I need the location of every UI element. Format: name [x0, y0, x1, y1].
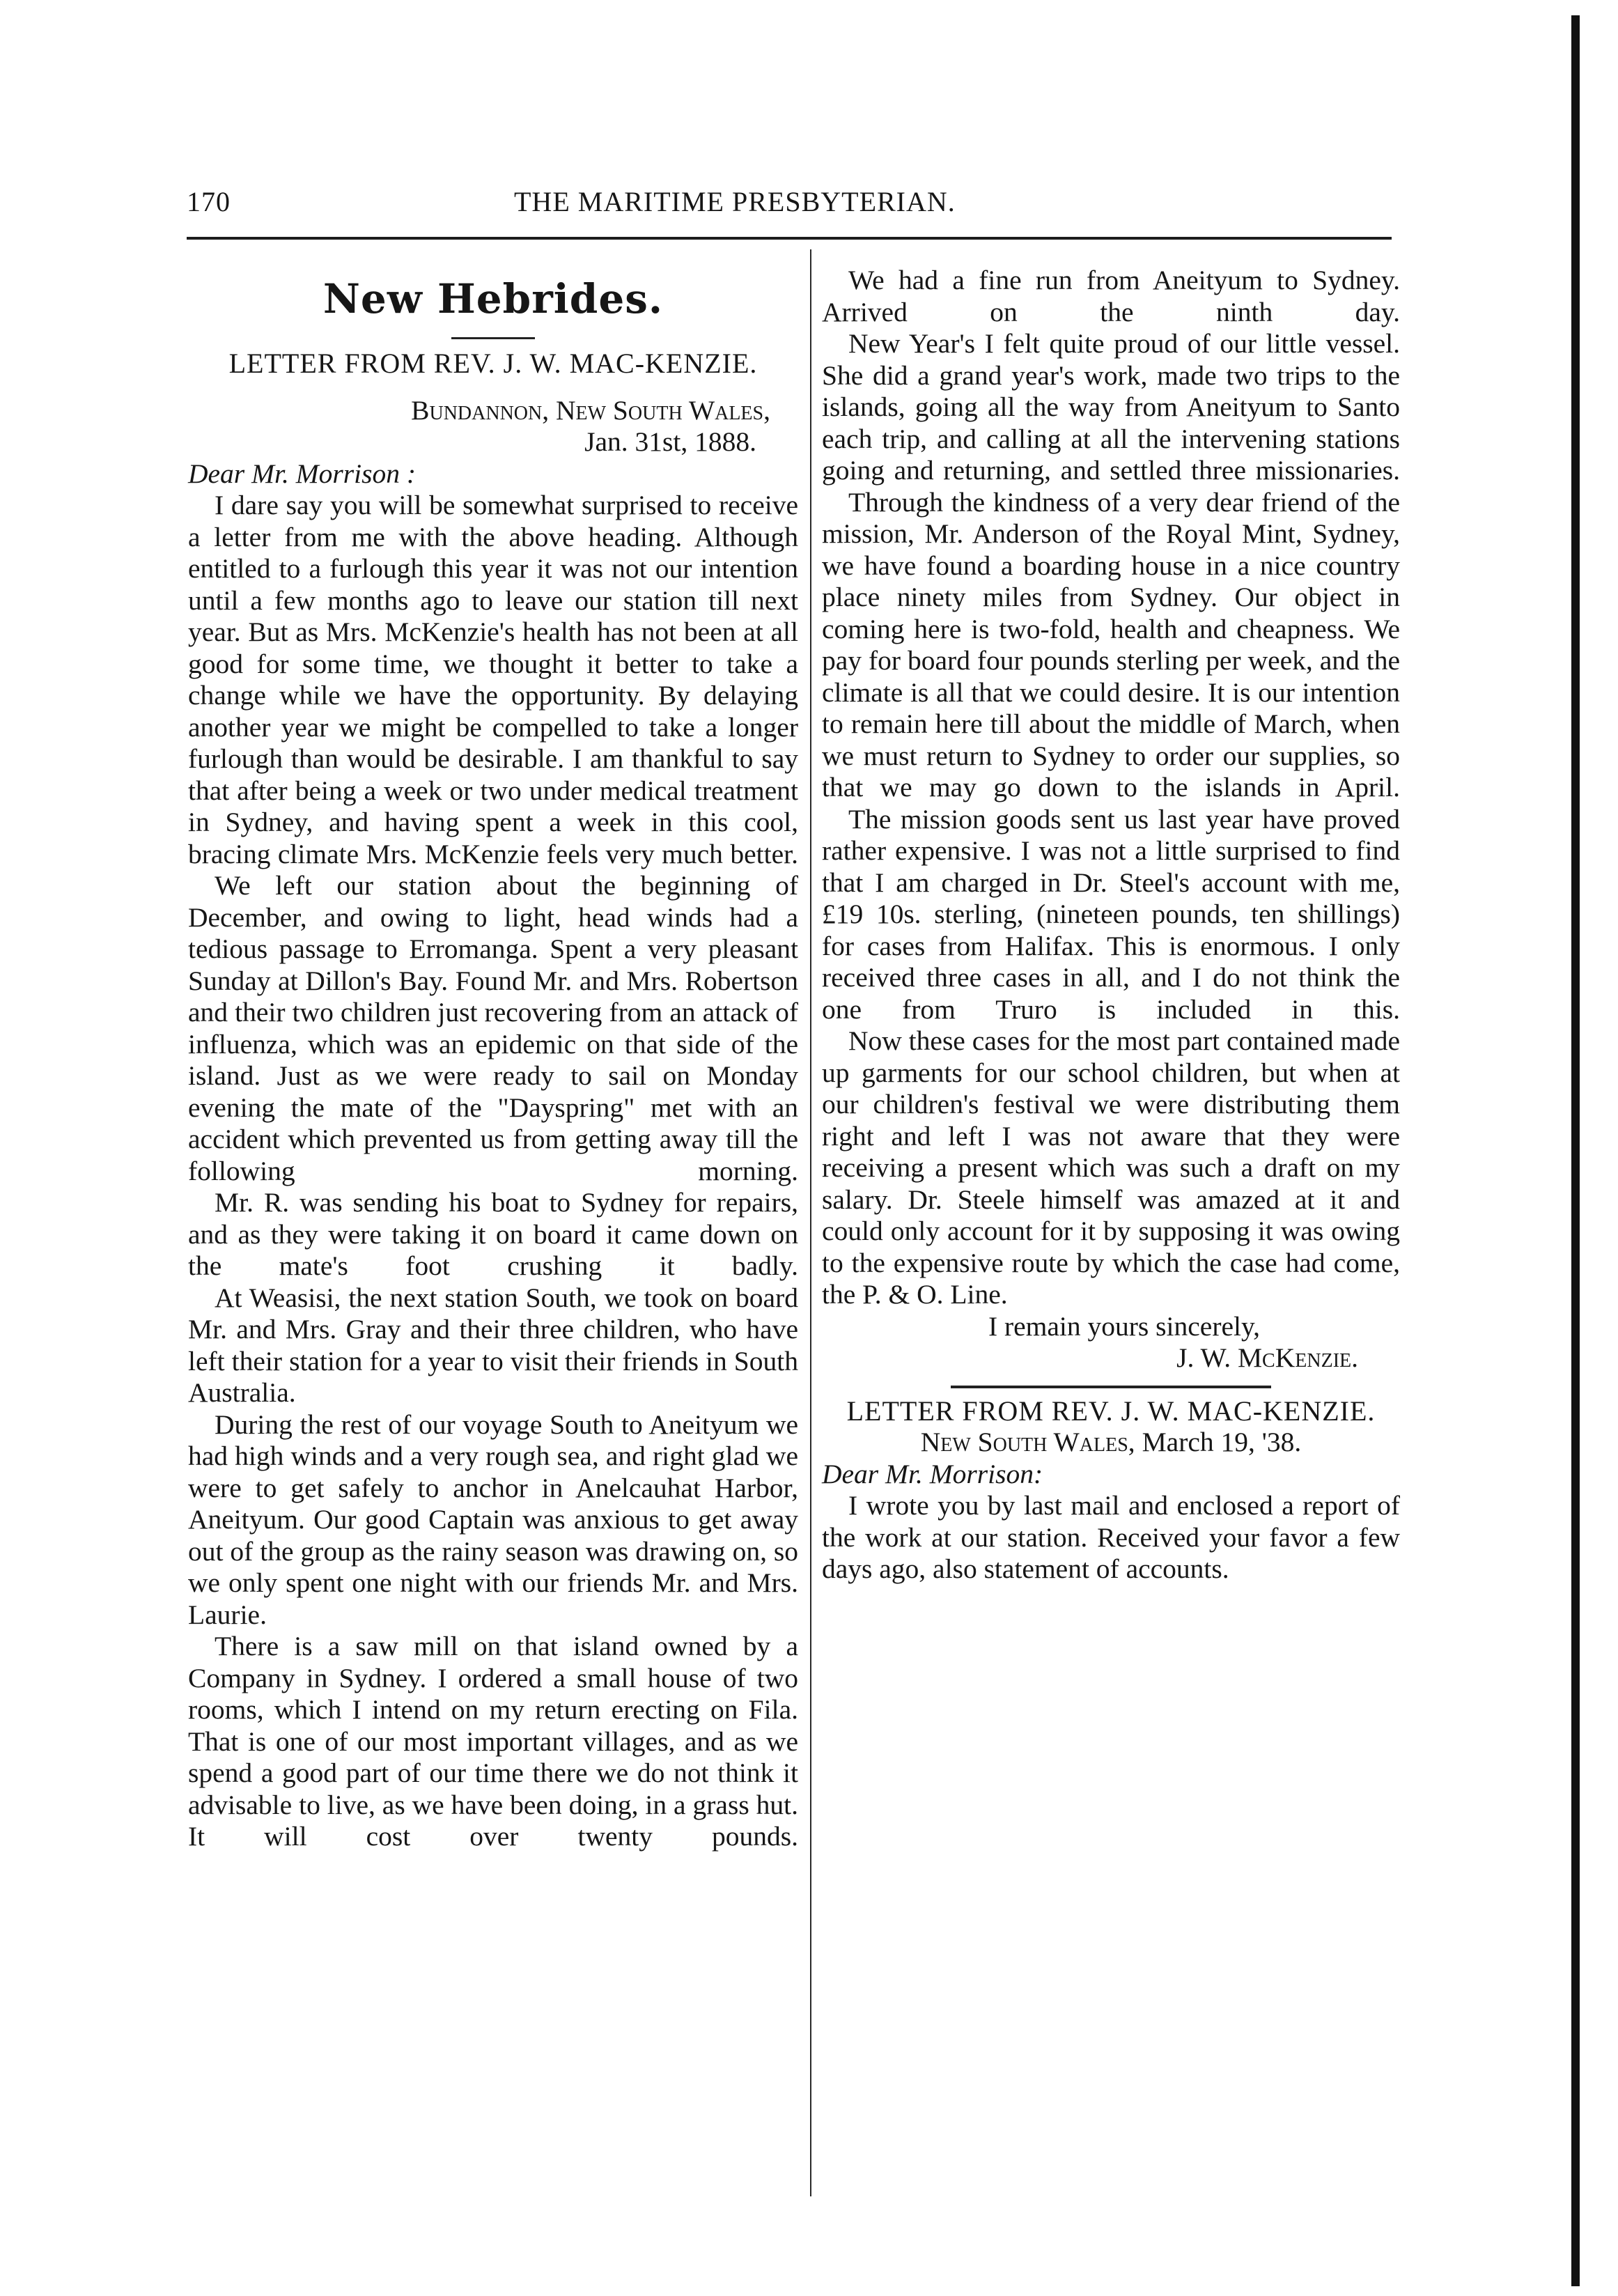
salutation: Dear Mr. Morrison :	[188, 458, 416, 489]
paragraph: Mr. R. was sending his boat to Sydney for repairs, and as they were taking it on board it came down on the mate's foot crushing it badly.	[188, 1187, 798, 1281]
letter-title: LETTER FROM REV. J. W. MAC-KENZIE.	[228, 348, 758, 379]
closing: I remain yours sincerely,	[988, 1310, 1261, 1342]
page-edge	[1571, 15, 1580, 2286]
column-divider	[810, 249, 811, 2196]
dateline-date: March 19, '38.	[1142, 1427, 1302, 1457]
paragraph: There is a saw mill on that island owned by a Company in Sydney. I ordered a small house of two rooms, which I intend on my return erecting on Fila. That is one of our most important villages, and as we spend a good part of our time there we do not think it advisable to live, as we have been doing, in a grass hut. It will cost over twenty pounds.	[188, 1631, 798, 1852]
running-head: THE MARITIME PRESBYTERIAN.	[514, 186, 956, 217]
paragraph: Now these cases for the most part contained made up garments for our school children, but when at our children's festival we were distributing them right and left I was not aware that they were receiving a present which was such a draft on my salary. Dr. Steele himself was amazed at it and could only account for it by supposing it was owing to the expensive route by which the case had come, the P. & O. Line.	[822, 1025, 1400, 1310]
salutation: Dear Mr. Morrison:	[822, 1458, 1043, 1489]
section-rule	[451, 337, 535, 339]
header-rule	[187, 237, 1392, 240]
dateline-place-text: New South Wales,	[920, 1427, 1135, 1457]
page-number: 170	[187, 186, 231, 217]
letter-title: LETTER FROM REV. J. W. MAC-KENZIE.	[846, 1395, 1376, 1427]
right-column	[822, 265, 1400, 1585]
section-title: New Hebrides.	[322, 275, 664, 323]
paragraph: New Year's I felt quite proud of our little vessel. She did a grand year's work, made two trips to the islands, going all the way from Aneityum to Santo each trip, and calling at all the intervening stations going and returning, and settled three missionaries.	[822, 328, 1400, 486]
paragraph: Through the kindness of a very dear friend of the mission, Mr. Anderson of the Royal Mint, Sydney, we have found a boarding house in a nice country place ninety miles from Sydney. Our object in coming here is two-fold, health and cheapness. We pay for board four pounds sterling per week, and the climate is all that we could desire. It is our intention to remain here till about the middle of March, when we must return to Sydney to order our supplies, so that we may go down to the islands in April.	[822, 486, 1400, 802]
dateline-place-text: Bundannon, New South Wales,	[411, 394, 770, 426]
letter-separator-rule	[951, 1386, 1271, 1388]
page-header	[187, 185, 1385, 230]
dateline-date: Jan. 31st, 1888.	[584, 426, 756, 457]
left-column	[188, 274, 798, 1853]
signature	[822, 1342, 1400, 1374]
paragraph: We left our station about the beginning of December, and owing to light, head winds had a tedious passage to Erromanga. Spent a very pleasant Sunday at Dillon's Bay. Found Mr. and Mrs. Robertson and their two children just recovering from an attack of influenza, which was an epidemic on that side of the island. Just as we were ready to sail on Monday evening the mate of the "Dayspring" met with an accident which prevented us from getting away till the following morning.	[188, 870, 798, 1186]
paragraph: I dare say you will be somewhat surprised to receive a letter from me with the above heading. Although entitled to a furlough this year it was not our intention until a few months ago to leave our station till next year. But as Mrs. McKenzie's health has not been at all good for some time, we thought it better to take a change while we have the opportunity. By delaying another year we might be compelled to take a longer furlough than would be desirable. I am thankful to say that after being a week or two under medical treatment in Sydney, and having spent a week in this cool, bracing climate Mrs. McKenzie feels very much better.	[188, 490, 798, 869]
dateline-place	[188, 395, 798, 427]
signature-text: J. W. McKenzie.	[1176, 1342, 1358, 1373]
paragraph: We had a fine run from Aneityum to Sydney. Arrived on the ninth day.	[822, 265, 1400, 327]
paragraph: At Weasisi, the next station South, we took on board Mr. and Mrs. Gray and their three children, who have left their station for a year to visit their friends in South Australia.	[188, 1282, 798, 1408]
dateline	[822, 1427, 1400, 1459]
paragraph: I wrote you by last mail and enclosed a report of the work at our station. Received your favor a few days ago, also statement of accounts.	[822, 1490, 1400, 1584]
paragraph: The mission goods sent us last year have proved rather expensive. I was not a little surprised to find that I am charged in Dr. Steel's account with me, £19 10s. sterling, (nineteen pounds, ten shillings) for cases from Halifax. This is enormous. I only received three cases in all, and I do not think the one from Truro is included in this.	[822, 803, 1400, 1025]
paragraph: During the rest of our voyage South to Aneityum we had high winds and a very rough sea, and right glad we were to get safely to anchor in Anelcauhat Harbor, Aneityum. Our good Captain was anxious to get away out of the group as the rainy season was drawing on, so we only spent one night with our friends Mr. and Mrs. Laurie.	[188, 1409, 798, 1630]
